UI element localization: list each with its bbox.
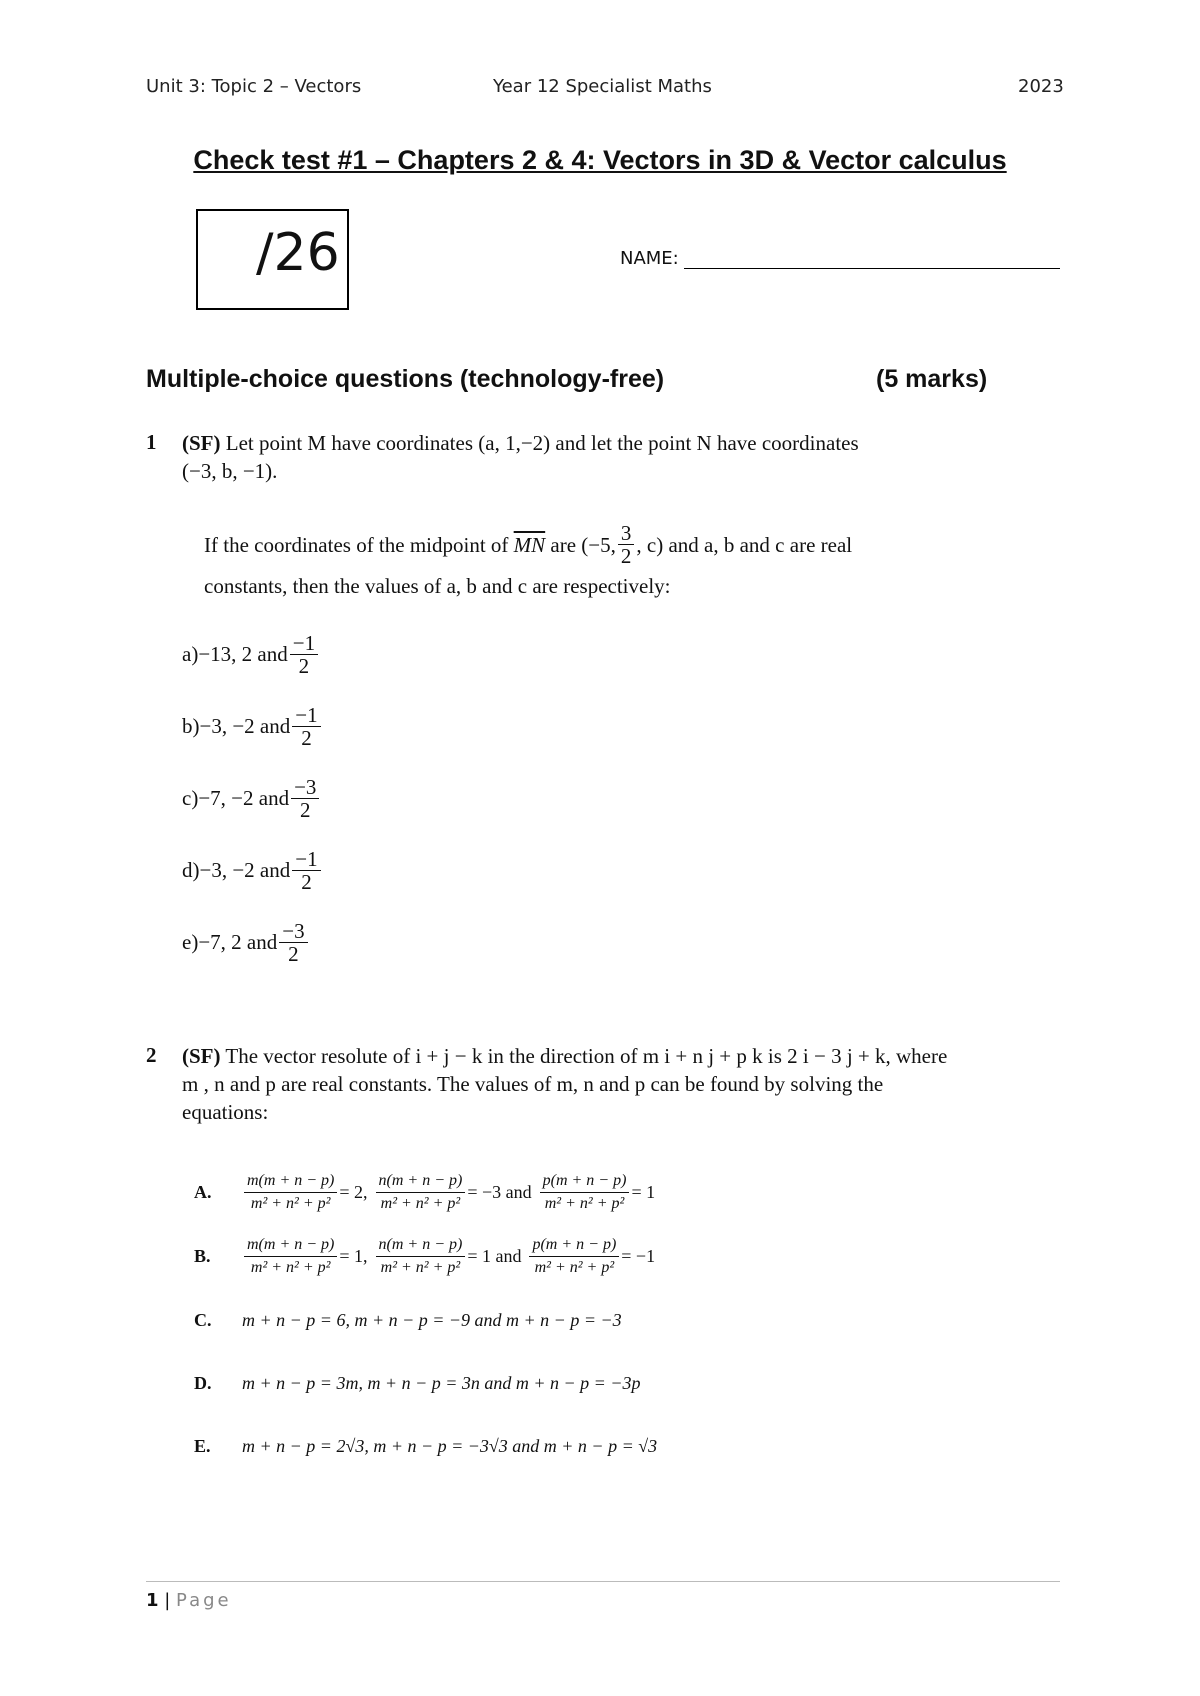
equation-fraction [244, 1234, 337, 1279]
fraction-denominator: 2 [301, 869, 312, 894]
equation-rhs: = 2, [339, 1181, 368, 1202]
fraction-denominator: 2 [301, 725, 312, 750]
question-1-line-1: Let point M have coordinates (a, 1,−2) and let the point N have coordinates [225, 431, 859, 455]
fraction-denominator: m² + n² + p² [250, 1258, 331, 1276]
fraction-denominator: m² + n² + p² [250, 1194, 331, 1212]
fraction-denominator: m² + n² + p² [544, 1194, 625, 1212]
fraction-numerator: n(m + n − p) [376, 1170, 466, 1193]
header-unit: Unit 3: Topic 2 – Vectors [146, 76, 362, 97]
name-label: NAME: [620, 248, 679, 269]
fraction-numerator: −1 [292, 704, 320, 727]
option-B[interactable] [194, 1230, 655, 1282]
equation-fraction [540, 1170, 630, 1215]
vector-mn: $\overline{MN}$ [513, 532, 546, 557]
option-label: B. [194, 1245, 211, 1266]
question-2-line-3: equations: [182, 1100, 269, 1124]
fraction-numerator: 3 [618, 522, 635, 545]
equation-fraction [529, 1234, 619, 1279]
option-label: A. [194, 1181, 212, 1202]
option-text: d)−3, −2 and [182, 857, 291, 882]
option-fraction [291, 776, 319, 821]
option-A[interactable] [194, 1166, 655, 1218]
option-text: a)−13, 2 and [182, 641, 288, 666]
question-1-stem [182, 429, 1062, 485]
option-fraction [292, 848, 320, 893]
midpoint-text-pre: If the coordinates of the midpoint of [204, 532, 509, 557]
question-number: 2 [146, 1043, 157, 1067]
question-tag: (SF) [182, 1044, 221, 1068]
page-footer [146, 1590, 232, 1611]
option-e[interactable] [182, 918, 310, 966]
option-d[interactable] [182, 846, 323, 894]
section-marks: (5 marks) [876, 365, 988, 393]
score-total: /26 [256, 223, 340, 283]
header-course: Year 12 Specialist Maths [493, 76, 712, 97]
fraction-numerator: p(m + n − p) [529, 1234, 619, 1257]
footer-separator: | [158, 1590, 177, 1611]
equation-rhs: = −3 and [467, 1181, 532, 1202]
option-D[interactable] [194, 1357, 640, 1409]
section-title: Multiple-choice questions (technology-free) [146, 365, 665, 393]
fraction-denominator: 2 [288, 941, 299, 966]
equation-text: m + n − p = 3m, m + n − p = 3n and m + n − p = −3p [242, 1372, 641, 1393]
header-year: 2023 [1018, 76, 1064, 97]
option-fraction [279, 920, 307, 965]
fraction-numerator: n(m + n − p) [376, 1234, 466, 1257]
option-label: E. [194, 1435, 211, 1456]
fraction-denominator: 2 [300, 797, 311, 822]
option-c[interactable] [182, 774, 321, 822]
question-tag: (SF) [182, 431, 221, 455]
equation-rhs: = 1, [339, 1245, 368, 1266]
option-text: c)−7, −2 and [182, 785, 290, 810]
question-2-line-1: The vector resolute of i + j − k in the direction of m i + n j + p k is 2 i − 3 j + k, where [225, 1044, 948, 1068]
question-1-line-2: (−3, b, −1). [182, 459, 278, 483]
fraction-numerator: −1 [292, 848, 320, 871]
fraction-denominator: m² + n² + p² [534, 1258, 615, 1276]
equation-rhs: = 1 and [467, 1245, 522, 1266]
option-C[interactable] [194, 1294, 622, 1346]
midpoint-text-are: are (−5, [550, 532, 616, 557]
fraction-three-halves [618, 522, 635, 567]
equation-text: m + n − p = 6, m + n − p = −9 and m + n − p = −3 [242, 1309, 622, 1330]
question-1-line-4: constants, then the values of a, b and c are respectively: [204, 574, 671, 598]
equation-fraction [244, 1170, 337, 1215]
fraction-denominator: 2 [298, 653, 310, 678]
equation-fraction [376, 1170, 466, 1215]
option-label: C. [194, 1309, 212, 1330]
option-fraction [292, 704, 320, 749]
fraction-denominator: m² + n² + p² [380, 1258, 461, 1276]
option-fraction [290, 632, 318, 677]
question-number: 1 [146, 430, 157, 454]
equation-rhs: = 1 [631, 1181, 656, 1202]
option-E[interactable] [194, 1420, 657, 1472]
fraction-numerator: −1 [290, 632, 318, 655]
fraction-numerator: −3 [279, 920, 307, 943]
fraction-numerator: m(m + n − p) [244, 1170, 337, 1193]
page-number: 1 [146, 1590, 159, 1611]
option-text: b)−3, −2 and [182, 713, 291, 738]
equation-rhs: = −1 [621, 1245, 656, 1266]
option-b[interactable] [182, 702, 323, 750]
equation-fraction [376, 1234, 466, 1279]
fraction-denominator: m² + n² + p² [380, 1194, 461, 1212]
footer-rule [146, 1581, 1060, 1582]
midpoint-text-post: , c) and a, b and c are real [636, 532, 853, 557]
question-2-stem [182, 1042, 1062, 1126]
page-title: Check test #1 – Chapters 2 & 4: Vectors in 3D & Vector calculus [193, 145, 1007, 175]
fraction-numerator: p(m + n − p) [540, 1170, 630, 1193]
fraction-numerator: −3 [291, 776, 319, 799]
option-text: e)−7, 2 and [182, 929, 278, 954]
question-1-midpoint-line [204, 522, 1084, 567]
fraction-numerator: m(m + n − p) [244, 1234, 337, 1257]
page-word: Page [176, 1590, 232, 1611]
name-field-line[interactable] [684, 268, 1060, 269]
fraction-denominator: 2 [620, 544, 632, 568]
option-label: D. [194, 1372, 212, 1393]
score-box [196, 209, 349, 310]
equation-text: m + n − p = 2√3, m + n − p = −3√3 and m + n − p = √3 [242, 1435, 658, 1456]
option-a[interactable] [182, 630, 320, 678]
question-2-line-2: m , n and p are real constants. The values of m, n and p can be found by solving the [182, 1072, 884, 1096]
